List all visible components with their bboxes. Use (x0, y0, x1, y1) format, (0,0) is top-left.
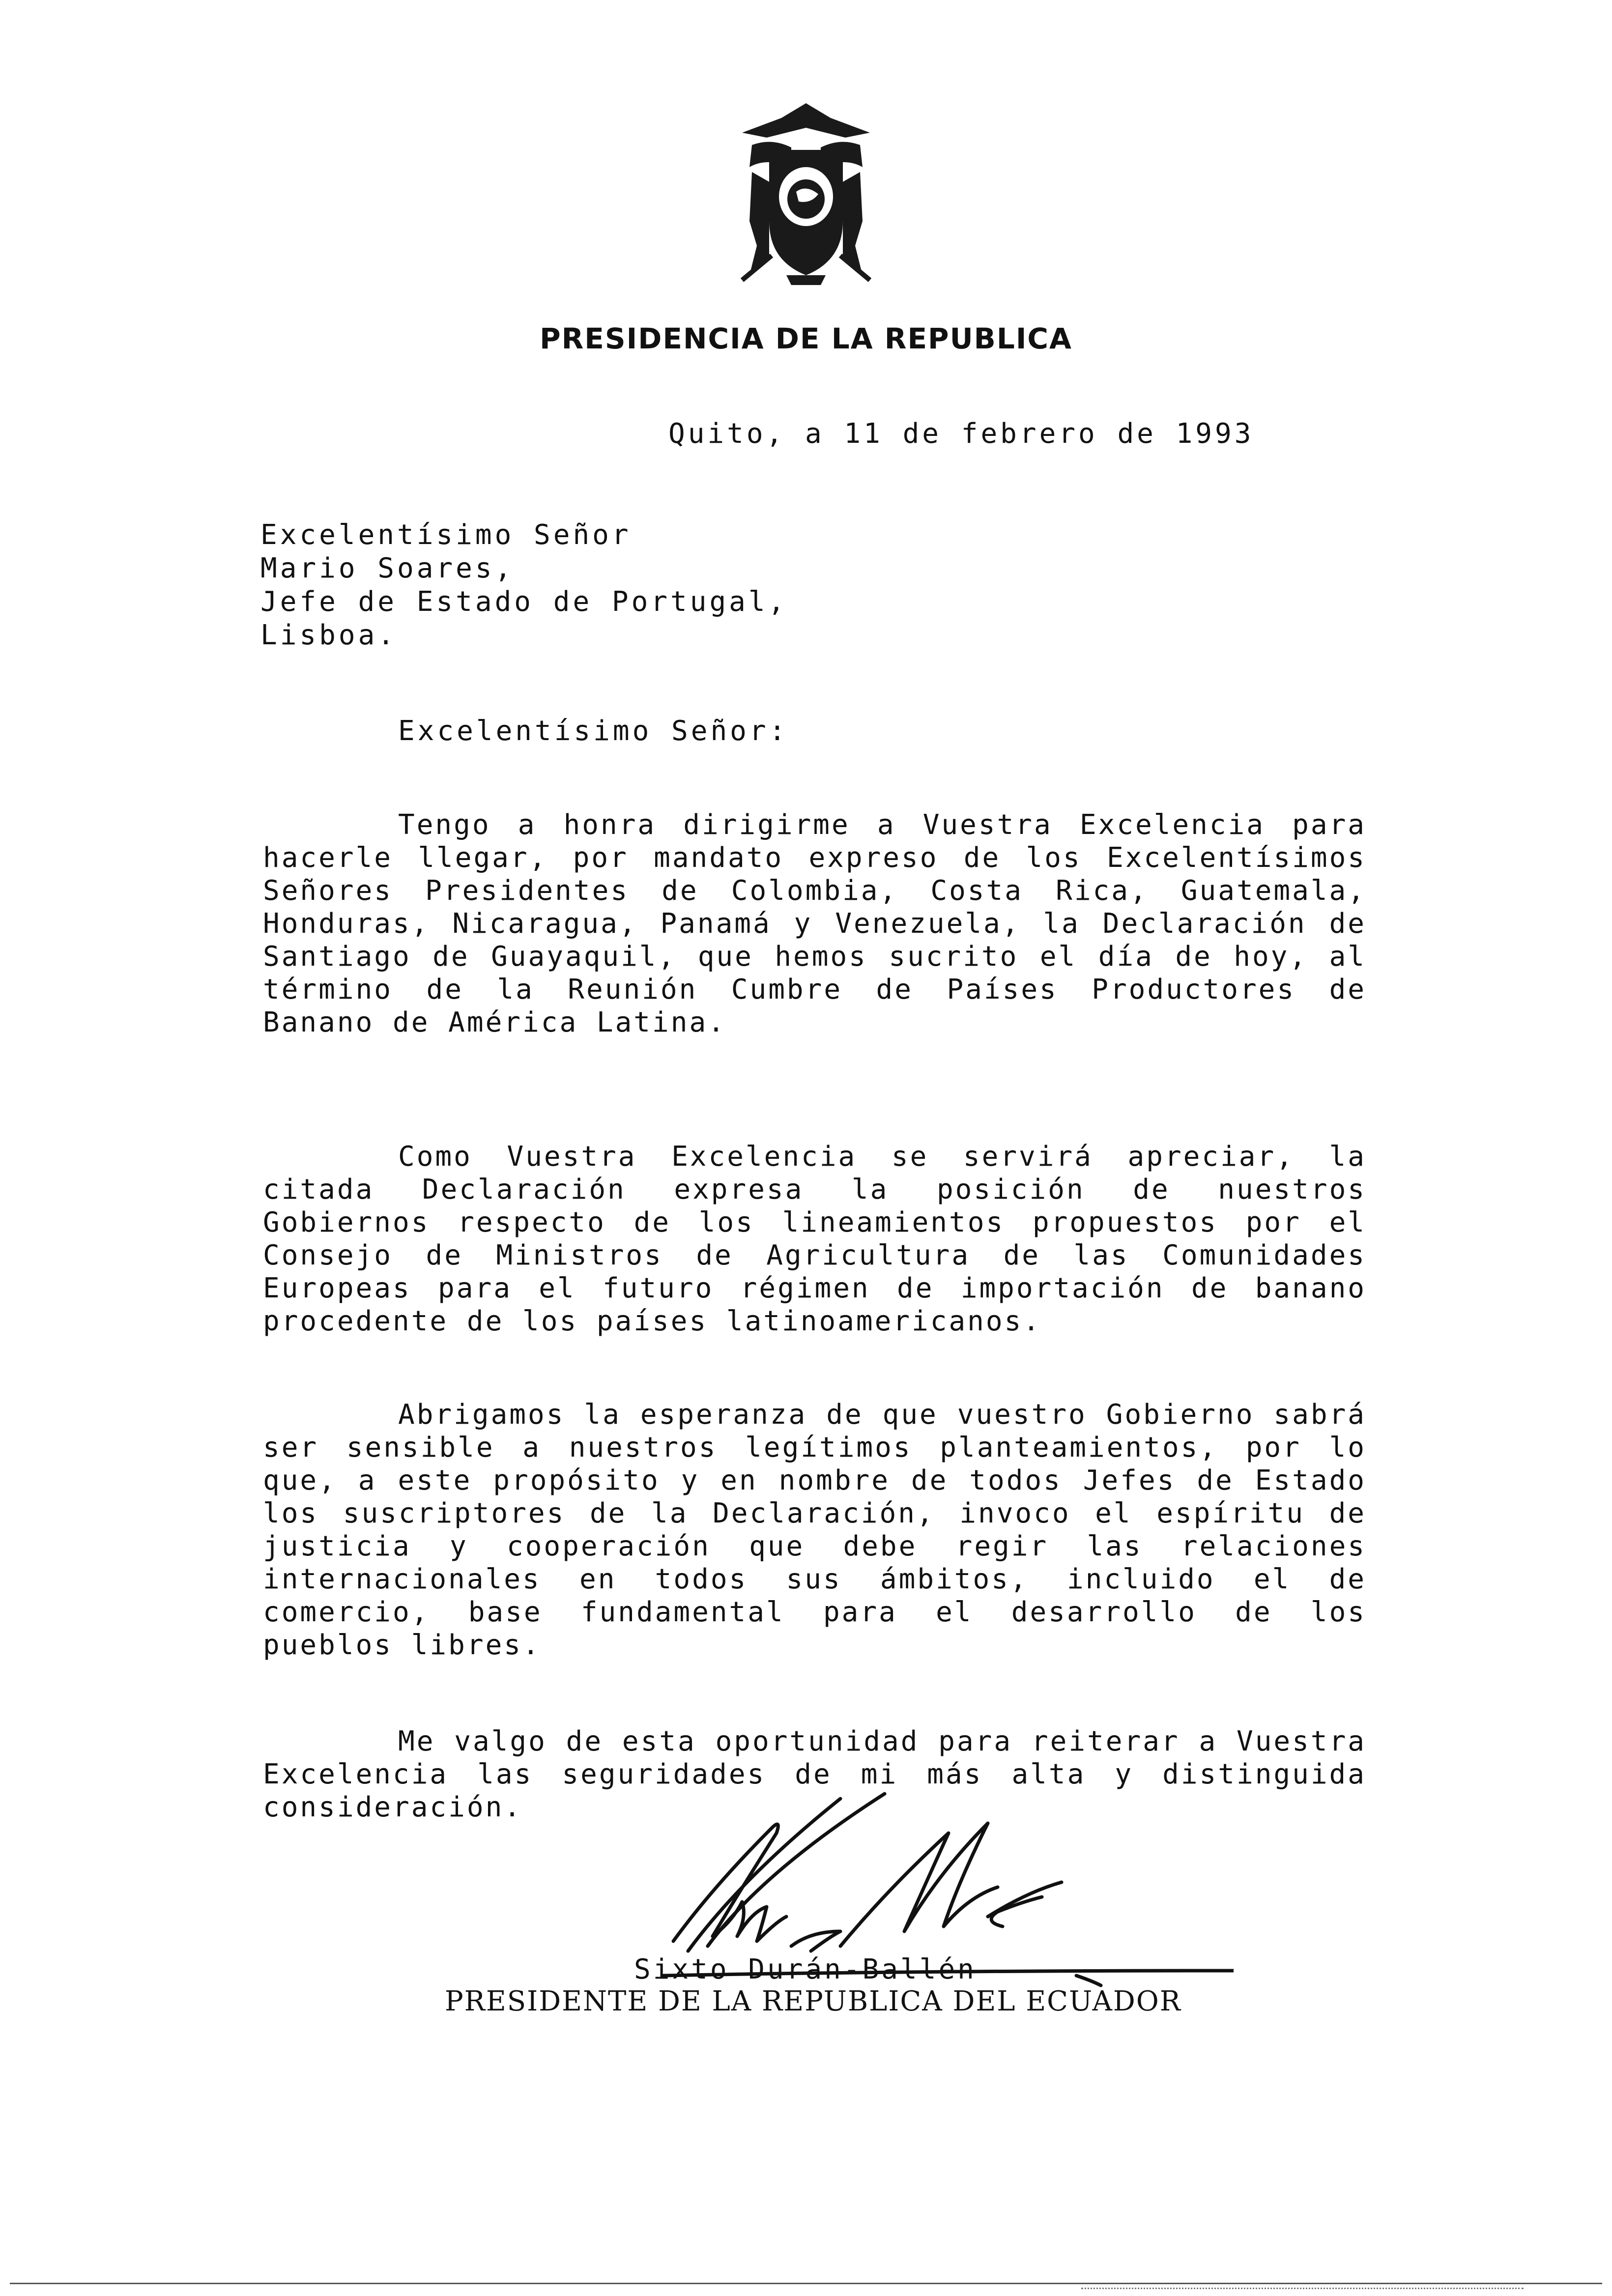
letterhead-title: PRESIDENCIA DE LA REPUBLICA (540, 322, 1072, 355)
date-line: Quito, a 11 de febrero de 1993 (668, 418, 1254, 450)
recipient-line: Lisboa. (260, 619, 398, 651)
recipient-line: Excelentísimo Señor (260, 519, 632, 551)
body-paragraph: Como Vuestra Excelencia se servirá apreciar, la citada Declaración expresa la posición de nuestros Gobiernos respecto de los lineamientos propuestos por el Consejo de Ministros de Agricultura de las Comunidades Europeas para el futuro régimen de importación de banano procedente de los países latinoamericanos. (263, 1141, 1366, 1337)
body-paragraph: Me valgo de esta oportunidad para reiterar a Vuestra Excelencia las seguridades de mi más alta y distinguida consideración. (263, 1725, 1366, 1823)
ecuador-coat-of-arms-icon (722, 98, 890, 290)
body-paragraph: Abrigamos la esperanza de que vuestro Gobierno sabrá ser sensible a nuestros legítimos planteamientos, por lo que, a este propósito y en nombre de todos Jefes de Estado los suscriptores de la Declaración, invoco el espíritu de justicia y cooperación que debe regir las relaciones internacionales en todos sus ámbitos, incluido el de comercio, base fundamental para el desarrollo de los pueblos libres. (263, 1399, 1366, 1661)
recipient-line: Mario Soares, (260, 552, 515, 584)
signer-title: PRESIDENTE DE LA REPUBLICA DEL ECUADOR (445, 1985, 1181, 2017)
recipient-line: Jefe de Estado de Portugal, (260, 586, 788, 618)
salutation: Excelentísimo Señor: (398, 715, 789, 747)
page-bottom-rule (10, 2283, 1602, 2284)
body-paragraph: Tengo a honra dirigirme a Vuestra Excelencia para hacerle llegar, por mandato expreso de los Excelentísimos Señores Presidentes de Colombia, Costa Rica, Guatemala, Honduras, Nicaragua, Panamá y Venezuela, la Declaración de Santiago de Guayaquil, que hemos sucrito el día de hoy, al término de la Reunión Cumbre de Países Productores de Banano de América Latina. (263, 809, 1366, 1038)
page-bottom-dots (1081, 2288, 1524, 2289)
signer-name: Sixto Durán-Ballén (634, 1953, 977, 1985)
recipient-address (260, 518, 787, 652)
